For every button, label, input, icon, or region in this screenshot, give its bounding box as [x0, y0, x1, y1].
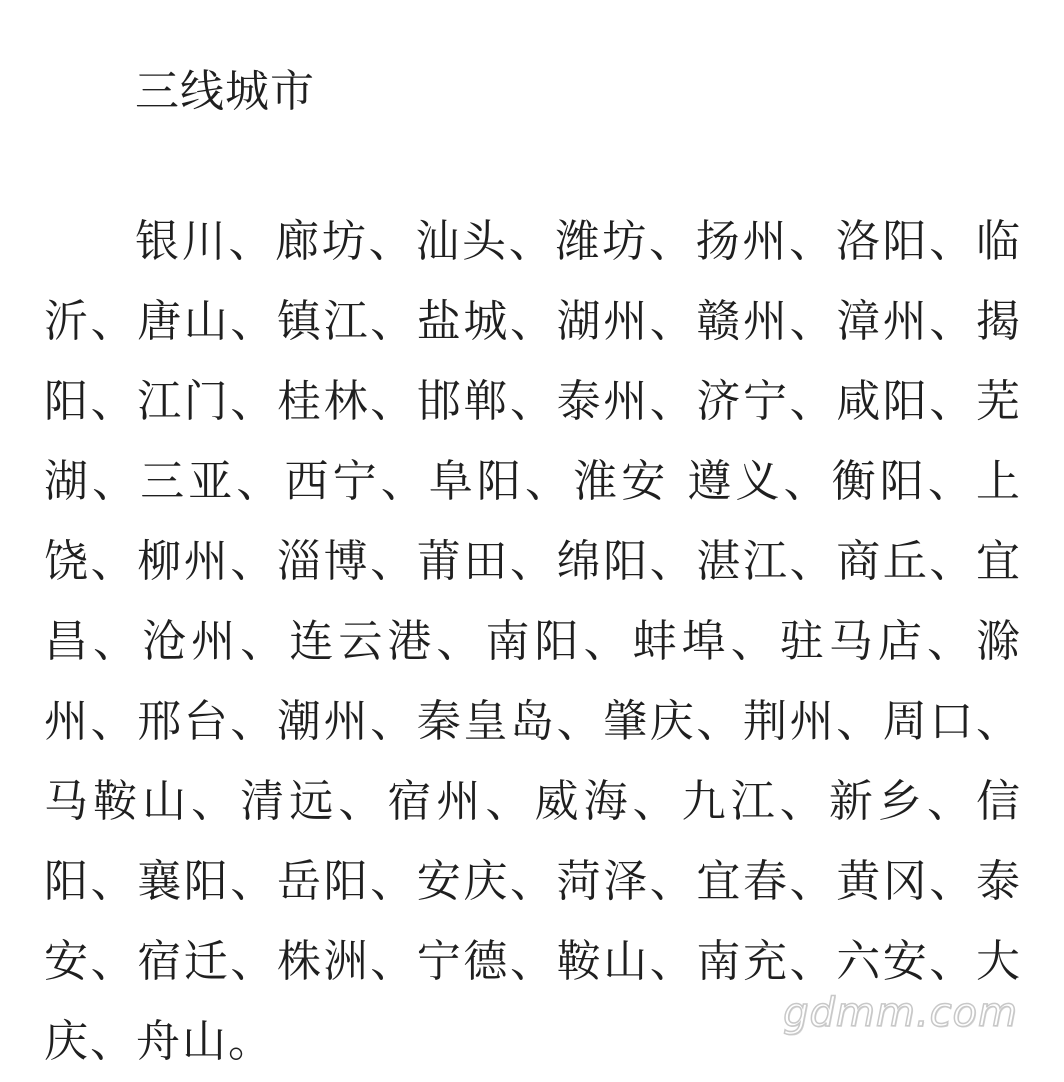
city-list-paragraph: 银川、廊坊、汕头、潍坊、扬州、洛阳、临沂、唐山、镇江、盐城、湖州、赣州、漳州、揭阳、江门、桂林、邯郸、泰州、济宁、咸阳、芜湖、三亚、西宁、阜阳、淮安 遵义、衡阳、上饶、柳州、淄博、莆田、绵阳、湛江、商丘、宜昌、沧州、连云港、南阳、蚌埠、驻马店、滁州、邢台、潮州、秦皇岛、肇庆、荆州、周口、马鞍山、清远、宿州、威海、九江、新乡、信阳、襄阳、岳阳、安庆、菏泽、宜春、黄冈、泰安、宿迁、株洲、宁德、鞍山、南充、六安、大庆、舟山。	[44, 216, 1022, 1067]
page-title: 三线城市	[135, 66, 315, 117]
watermark: gdmm.com	[783, 990, 1018, 1036]
